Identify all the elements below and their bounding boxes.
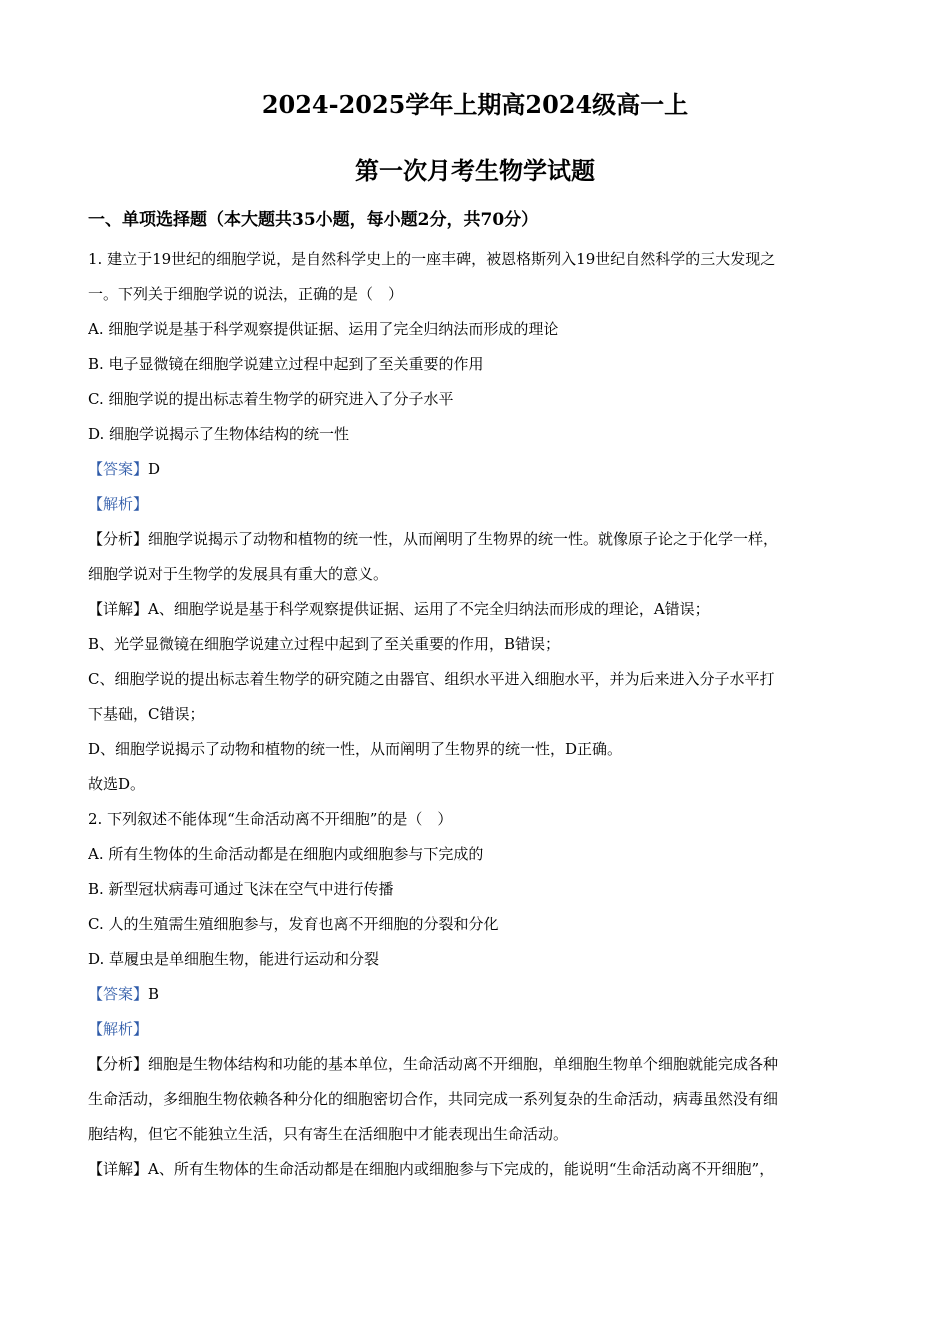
xiangjie-tag: 【详解】 [88,600,149,618]
q2-option-a: A. 所有生物体的生命活动都是在细胞内或细胞参与下完成的 [88,845,484,863]
q1-xiangjie-a [88,592,864,627]
answer-tag: 【答案】 [88,460,149,478]
fenxi-tag: 【分析】 [88,530,149,548]
q1-option-a: A. 细胞学说是基于科学观察提供证据、运用了完全归纳法而形成的理论 [88,320,559,338]
answer-value: B [148,985,160,1003]
analysis-tag: 【解析】 [88,495,149,513]
q1-analysis-tag [88,487,864,522]
q2-option-c: C. 人的生殖需生殖细胞参与，发育也离不开细胞的分裂和分化 [88,915,499,933]
answer-tag: 【答案】 [88,985,149,1003]
q2-fenxi-line-3: 胞结构，但它不能独立生活，只有寄生在活细胞中才能表现出生命活动。 [88,1125,569,1143]
q1-stem-line-1: 1. 建立于19世纪的细胞学说，是自然科学史上的一座丰碑，被恩格斯列入19世纪自然科学的三大发现之 [88,250,776,268]
xiangjie-tag: 【详解】 [88,1160,149,1178]
doc-title-line-2: 第一次月考生物学试题 [355,156,595,185]
xiangjie-text: A、细胞学说是基于科学观察提供证据、运用了不完全归纳法而形成的理论，A错误； [148,600,710,618]
q2-xiangjie-a [88,1152,864,1187]
q1-xiangjie-d: D、细胞学说揭示了动物和植物的统一性，从而阐明了生物界的统一性，D正确。 [88,740,623,758]
answer-value: D [148,460,161,478]
section-heading: 一、单项选择题（本大题共35小题，每小题2分，共70分） [88,210,539,230]
q2-analysis-tag [88,1012,864,1047]
q1-fenxi-line-2: 细胞学说对于生物学的发展具有重大的意义。 [88,565,389,583]
fenxi-text: 细胞学说揭示了动物和植物的统一性，从而阐明了生物界的统一性。就像原子论之于化学一样， [148,530,779,548]
q1-option-d: D. 细胞学说揭示了生物体结构的统一性 [88,425,350,443]
q1-xiangjie-c-line-2: 下基础，C错误； [88,705,205,723]
xiangjie-text: A、所有生物体的生命活动都是在细胞内或细胞参与下完成的，能说明“生命活动离不开细胞”， [148,1160,775,1178]
fenxi-tag: 【分析】 [88,1055,149,1073]
q1-xiangjie-c-line-1: C、细胞学说的提出标志着生物学的研究随之由器官、组织水平进入细胞水平，并为后来进入分子水平打 [88,670,775,688]
analysis-tag: 【解析】 [88,1020,149,1038]
q1-answer [88,452,864,487]
q1-fenxi-line-1 [88,522,864,557]
fenxi-text: 细胞是生物体结构和功能的基本单位，生命活动离不开细胞，单细胞生物单个细胞就能完成各种 [148,1055,779,1073]
q1-conclusion: 故选D。 [88,775,146,793]
q1-stem-line-2: 一。下列关于细胞学说的说法，正确的是（ ） [88,285,404,303]
questions-content [88,242,864,1187]
q2-fenxi-line-2: 生命活动，多细胞生物依赖各种分化的细胞密切合作，共同完成一系列复杂的生命活动，病毒虽然没有细 [88,1090,779,1108]
q2-stem: 2. 下列叙述不能体现“生命活动离不开细胞”的是（ ） [88,810,453,828]
q2-fenxi-line-1 [88,1047,864,1082]
q2-option-b: B. 新型冠状病毒可通过飞沫在空气中进行传播 [88,880,394,898]
doc-title-line-1: 2024-2025学年上期高2024级高一上 [261,90,689,119]
q1-option-b: B. 电子显微镜在细胞学说建立过程中起到了至关重要的作用 [88,355,484,373]
q2-answer [88,977,864,1012]
q2-option-d: D. 草履虫是单细胞生物，能进行运动和分裂 [88,950,380,968]
q1-xiangjie-b: B、光学显微镜在细胞学说建立过程中起到了至关重要的作用，B错误； [88,635,561,653]
q1-option-c: C. 细胞学说的提出标志着生物学的研究进入了分子水平 [88,390,454,408]
